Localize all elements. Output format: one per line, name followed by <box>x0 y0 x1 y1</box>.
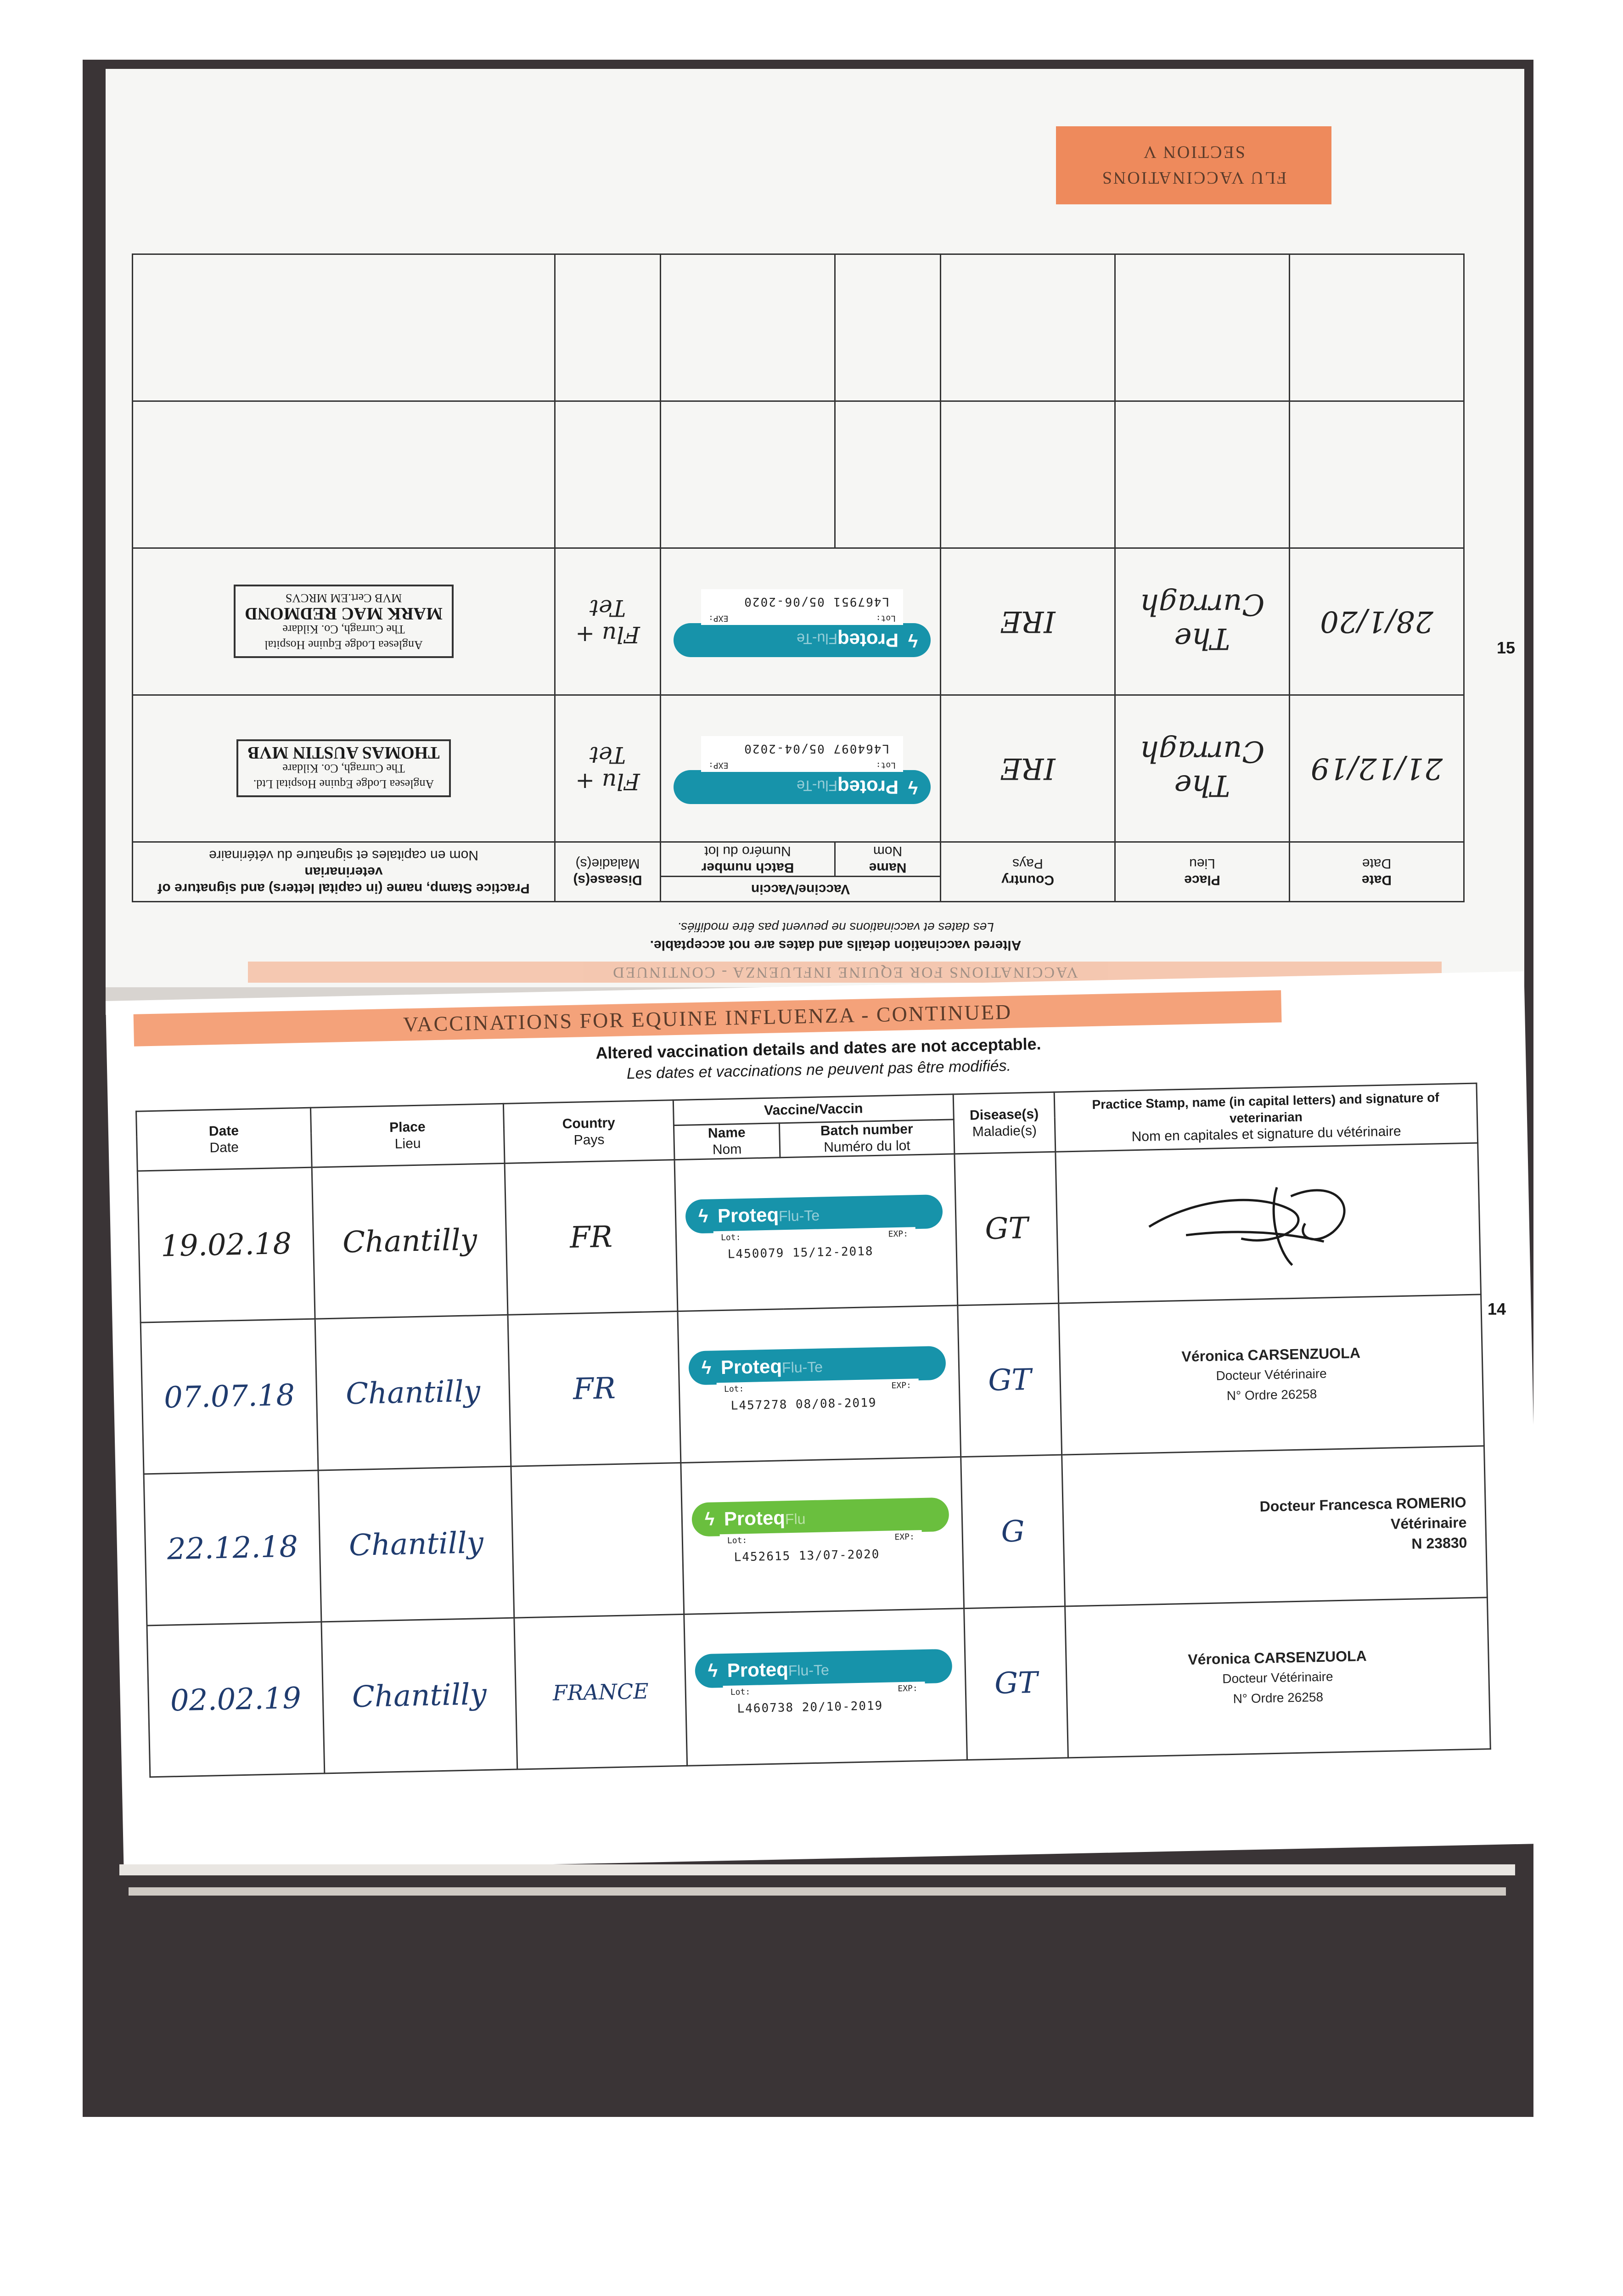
row-place: The Curragh <box>1115 695 1290 842</box>
header-practice: Practice Stamp, name (in capital letters) and signature of veterinarian Nom en capitales et signature du vétérinaire <box>133 842 555 902</box>
row-disease: Flu + Tet <box>555 548 661 695</box>
vaccine-label-sticker: ϟ ProteqFlu-Te Lot: EXP: L460738 20/10-2019 <box>684 1609 967 1766</box>
batch-number: L460738 20/10-2019 <box>737 1699 883 1716</box>
row-country: IRE <box>941 548 1115 695</box>
practice-stamp: Anglesea Lodge Equine Hospital The Curragh, Co. Kildare MARK MAC REDMOND MVB Cert.EM MRCVS <box>133 548 555 695</box>
lower-notice <box>520 1033 1118 1085</box>
vaccine-label-sticker: ϟ ProteqFlu-Te Lot: EXP: L464097 05/04-2020 <box>661 695 941 842</box>
batch-number: L452615 13/07-2020 <box>734 1547 880 1564</box>
row-place: Chantilly <box>315 1315 511 1470</box>
page-edge <box>129 1887 1506 1896</box>
row-disease: G <box>961 1455 1065 1609</box>
row-date: 21/12/19 <box>1290 695 1464 842</box>
header-batch: Batch number Numéro du lot <box>661 842 835 877</box>
row-country: FR <box>505 1160 678 1315</box>
row-date: 02.02.19 <box>147 1622 325 1777</box>
upper-notice <box>560 920 1111 953</box>
batch-number: L464097 05/04-2020 <box>743 742 889 755</box>
header-name: Name Nom <box>674 1123 780 1160</box>
table-row-empty <box>133 401 1464 548</box>
row-disease: GT <box>964 1606 1068 1760</box>
bolt-icon: ϟ <box>701 1357 712 1378</box>
notice-french: Les dates et vaccinations ne peuvent pas être modifiés. <box>626 1057 1011 1083</box>
section-banner: VACCINATIONS FOR EQUINE INFLUENZA - CONTINUED <box>134 990 1282 1046</box>
row-disease: Flu + Tet <box>555 695 661 842</box>
row-place: Chantilly <box>321 1618 517 1773</box>
practice-stamp: Docteur Francesca ROMERIO Vétérinaire N 23830 <box>1062 1446 1488 1606</box>
header-vaccine: Vaccine/Vaccin <box>661 877 941 902</box>
batch-number: L450079 15/12-2018 <box>727 1244 874 1261</box>
bolt-icon: ϟ <box>704 1509 715 1530</box>
vaccine-label-sticker: ϟ ProteqFlu-Te Lot: EXP: L467951 05/06-2020 <box>661 548 941 695</box>
row-place: The Curragh <box>1115 548 1290 695</box>
veterinarian-signature <box>1056 1143 1481 1303</box>
notice-english: Altered vaccination details and dates are not acceptable. <box>595 1034 1041 1063</box>
row-date: 28/1/20 <box>1290 548 1464 695</box>
table-row <box>147 1598 1490 1777</box>
page-number-14: 14 <box>1488 1300 1506 1318</box>
lower-page-page-14 <box>106 971 1542 1873</box>
table-row-empty <box>133 254 1464 401</box>
signature-scribble <box>1139 1166 1398 1277</box>
upper-page-page-15 <box>106 69 1524 1015</box>
vaccine-label-sticker: ϟ ProteqFlu-Te Lot: EXP: L450079 15/12-2018 <box>674 1154 958 1311</box>
table-row <box>133 548 1464 695</box>
table-row <box>140 1294 1484 1474</box>
header-disease: Disease(s) Maladie(s) <box>953 1092 1056 1154</box>
row-date: 19.02.18 <box>137 1167 315 1322</box>
upper-vaccination-table <box>132 253 1465 902</box>
faded-banner: VACCINATIONS FOR EQUINE INFLUENZA - CONTINUED <box>248 962 1442 983</box>
row-country: FR <box>508 1311 681 1467</box>
bolt-icon: ϟ <box>908 630 918 650</box>
row-disease: GT <box>955 1152 1059 1306</box>
table-row <box>137 1143 1481 1322</box>
table-row <box>144 1446 1487 1626</box>
practice-stamp: Véronica CARSENZUOLA Docteur Vétérinaire N° Ordre 26258 <box>1059 1294 1484 1455</box>
header-disease: Disease(s) Maladie(s) <box>555 842 661 902</box>
notice-french: Les dates et vaccinations ne peuvent pas être modifiés. <box>677 920 994 934</box>
batch-number: L457278 08/08-2019 <box>730 1396 877 1413</box>
row-country <box>511 1463 684 1618</box>
row-place: Chantilly <box>318 1466 514 1622</box>
bolt-icon: ϟ <box>908 777 918 797</box>
row-date: 07.07.18 <box>140 1319 318 1474</box>
header-place: Place Lieu <box>1115 842 1290 902</box>
header-country: Country Pays <box>941 842 1115 902</box>
lower-vaccination-table <box>135 1082 1491 1778</box>
page-edge <box>119 1864 1515 1875</box>
row-place: Chantilly <box>312 1163 508 1319</box>
vaccine-label-sticker: ϟ ProteqFlu Lot: EXP: L452615 13/07-2020 <box>681 1457 964 1615</box>
row-country: IRE <box>941 695 1115 842</box>
page-number-15: 15 <box>1497 638 1516 657</box>
bolt-icon: ϟ <box>708 1660 718 1681</box>
header-date: Date Date <box>1290 842 1464 902</box>
row-country: FRANCE <box>514 1614 687 1769</box>
header-date: Date Date <box>136 1108 312 1171</box>
header-place: Place Lieu <box>310 1103 505 1167</box>
bolt-icon: ϟ <box>698 1206 708 1227</box>
batch-number: L467951 05/06-2020 <box>743 595 889 608</box>
header-name: Name Nom <box>835 842 941 877</box>
section-header: FLU VACCINATIONS SECTION V <box>1056 126 1331 204</box>
table-row <box>133 695 1464 842</box>
practice-stamp: Véronica CARSENZUOLA Docteur Vétérinaire N° Ordre 26258 <box>1065 1598 1491 1758</box>
header-batch: Batch number Numéro du lot <box>779 1120 954 1158</box>
row-disease: GT <box>958 1303 1062 1457</box>
header-vaccine: Vaccine/Vaccin <box>673 1094 954 1125</box>
header-country: Country Pays <box>503 1100 674 1164</box>
vaccine-label-sticker: ϟ ProteqFlu-Te Lot: EXP: L457278 08/08-2019 <box>678 1306 961 1463</box>
notice-english: Altered vaccination details and dates are not acceptable. <box>650 938 1022 953</box>
row-date: 22.12.18 <box>144 1470 321 1626</box>
header-practice: Practice Stamp, name (in capital letters) and signature of veterinarian Nom en capitales et signature du vétérinaire <box>1054 1083 1478 1152</box>
practice-stamp: Anglesea Lodge Equine Hospital Ltd. The Curragh, Co. Kildare THOMAS AUSTIN MVB <box>133 695 555 842</box>
